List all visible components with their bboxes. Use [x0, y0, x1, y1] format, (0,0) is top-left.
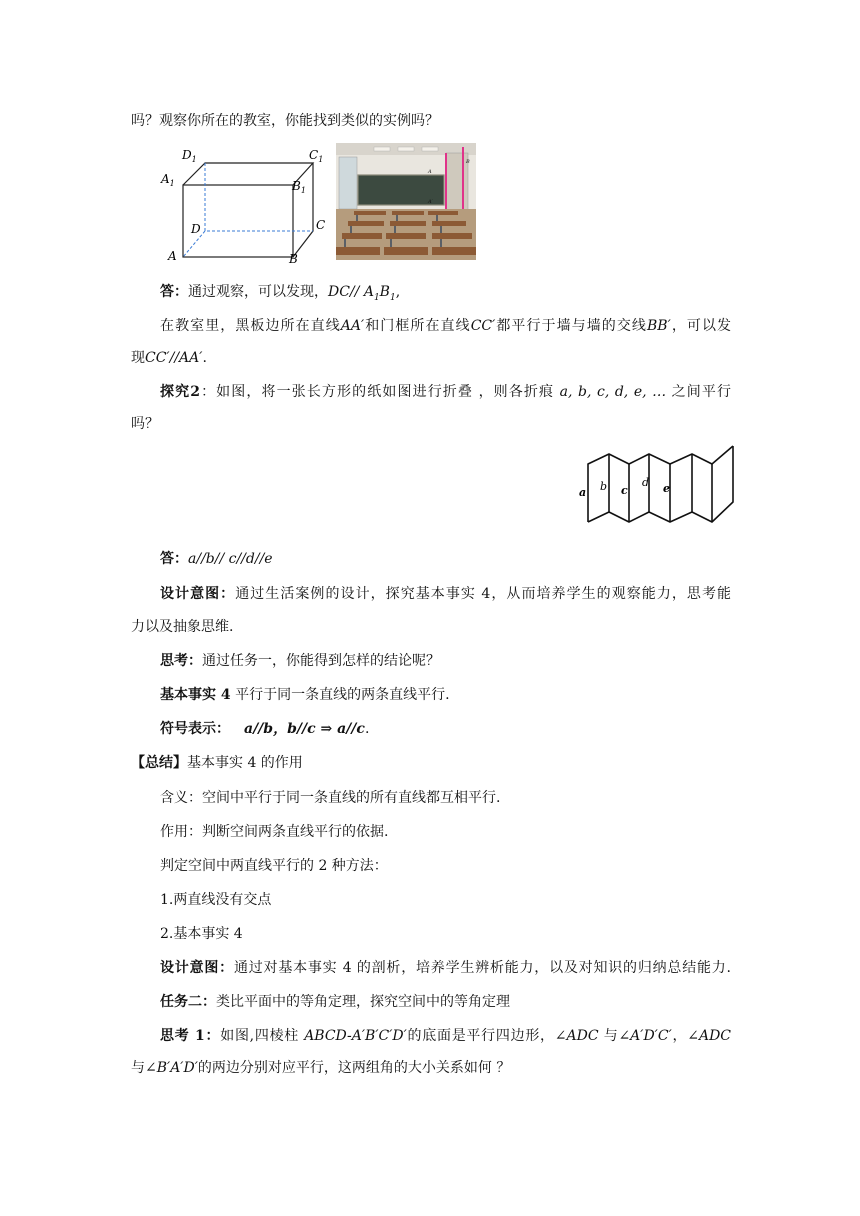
fold-label-d: d: [642, 476, 650, 489]
text: ，可以发: [670, 318, 732, 334]
fold-label-b: b: [600, 480, 608, 493]
design-intent-2-line: [160, 958, 731, 978]
classroom-explanation-line: [160, 316, 731, 336]
symbol-line: [160, 719, 369, 739]
think-1-line: [160, 1026, 731, 1046]
text: 现: [131, 350, 145, 366]
task-2-label: 任务二：: [160, 994, 216, 1010]
answer-1-text: 通过观察，可以发现，: [188, 284, 328, 300]
design-intent-1-label: 设计意图：: [160, 586, 236, 602]
task-2-line: [160, 992, 510, 1012]
text: ，∠: [671, 1028, 699, 1044]
method-1-line: 1.两直线没有交点: [160, 892, 272, 908]
cuboid-front-face: [183, 185, 293, 257]
design-intent-2-text: 通过对基本事实 4 的剖析，培养学生辨析能力，以及对知识的归纳总结能力.: [233, 960, 732, 976]
label-A1: $A_1$: [161, 172, 175, 188]
answer-1-label: 答：: [160, 284, 188, 300]
text: 与∠: [131, 1060, 157, 1076]
math-angle: ADC: [566, 1028, 599, 1044]
design-intent-2-label: 设计意图：: [160, 960, 234, 976]
design-intent-1-line: [160, 584, 731, 604]
summary-label: 【总结】: [131, 755, 187, 771]
fold-label-e: e: [663, 482, 670, 495]
ceiling-lights: [374, 147, 438, 151]
text: 和门框所在直线: [364, 318, 471, 334]
text: 力以及抽象思维.: [131, 619, 234, 635]
label-D1: $D_1$: [182, 148, 197, 164]
photo-label-A-prime: A′: [428, 199, 433, 205]
explore-2-label: 探究2: [160, 384, 200, 400]
math-angle: B′A′D′: [156, 1060, 198, 1076]
summary-line: [131, 753, 303, 773]
answer-1-math: DC// $A_1B_1$: [328, 284, 396, 303]
text: 的两边分别对应平行，这两组角的大小关系如何 ？: [197, 1060, 511, 1076]
basic-fact-4-label: 基本事实 4: [160, 687, 231, 703]
text: 都平行于墙与墙的交线: [495, 318, 647, 334]
think-1-continuation: [131, 1058, 510, 1078]
label-C1: $C_1$: [309, 148, 324, 164]
usage-line: 作用：判断空间两条直线平行的依据.: [160, 824, 389, 840]
text: .: [202, 350, 207, 366]
think-line: [160, 651, 440, 671]
answer-1-tail: ,: [395, 284, 401, 300]
answer-1-line: [160, 282, 400, 308]
explore-2-line: [160, 382, 731, 402]
label-A: A: [168, 249, 177, 263]
text: 与∠: [598, 1028, 631, 1044]
design-intent-1-continuation: [131, 617, 233, 637]
cuboid-figure: [158, 143, 333, 265]
label-D: D: [191, 222, 201, 236]
design-intent-1-text: 通过生活案例的设计，探究基本事实 4，从而培养学生的观察能力，思考能: [235, 586, 731, 602]
text: 在教室里，黑板边所在直线: [160, 318, 341, 334]
explore-2-tail: 之间平行: [666, 384, 731, 400]
symbol-label: 符号表示：: [160, 721, 230, 737]
classroom-conclusion-line: [131, 348, 207, 368]
cuboid-hidden-edges: [205, 163, 313, 231]
text: 的底面是平行四边形，∠: [406, 1028, 567, 1044]
label-C: C: [316, 218, 326, 232]
explore-2-text: ：如图，将一张长方形的纸如图进行折叠 ，则各折痕: [199, 384, 560, 400]
math-prism: ABCD-A′B′C′D′: [304, 1028, 407, 1044]
method-2-line: 2.基本事实 4: [160, 926, 243, 942]
folded-paper-figure: [575, 444, 740, 526]
math-angle: A′D′C′: [630, 1028, 672, 1044]
summary-text: 基本事实 4 的作用: [187, 755, 303, 771]
task-2-text: 类比平面中的等角定理，探究空间中的等角定理: [216, 994, 510, 1010]
symbol-tail: .: [364, 721, 370, 737]
explore-2-math: a, b, c, d, e, …: [559, 384, 667, 400]
math-BB: BB′: [647, 318, 671, 334]
folded-paper-outline: [588, 446, 733, 522]
think-1-label: 思考 1：: [160, 1028, 221, 1044]
label-B: B: [289, 252, 298, 265]
think-label: 思考：: [160, 653, 202, 669]
window: [339, 157, 357, 209]
think-text: 通过任务一，你能得到怎样的结论呢？: [202, 653, 440, 669]
basic-fact-4-text: 平行于同一条直线的两条直线平行.: [230, 687, 450, 703]
text: 吗？: [131, 416, 159, 432]
meaning-line: 含义：空间中平行于同一条直线的所有直线都互相平行.: [160, 790, 501, 806]
symbol-math: a//b，b//c ⇒ a//c: [244, 721, 365, 737]
basic-fact-4-line: [160, 685, 450, 705]
math-CC-AA: CC′//AA′: [145, 350, 203, 366]
answer-2-math: a//b// c//d//e: [188, 551, 273, 567]
classroom-photo: [336, 143, 476, 260]
math-angle: ADC: [698, 1028, 731, 1044]
answer-2-label: 答：: [160, 551, 188, 567]
label-B1: $B_1$: [292, 179, 306, 195]
intro-question-text: 吗？观察你所在的教室，你能找到类似的实例吗？: [131, 113, 439, 129]
fold-label-c: c: [621, 484, 628, 497]
photo-label-A: A: [428, 169, 432, 175]
cuboid-right-edges: [293, 163, 313, 257]
methods-line: 判定空间中两直线平行的 2 种方法：: [160, 858, 388, 874]
photo-label-B: B: [466, 159, 470, 165]
fold-label-a: a: [579, 486, 587, 499]
answer-2-line: [160, 549, 273, 569]
math-CC: CC′: [470, 318, 496, 334]
explore-2-continuation: [131, 414, 159, 434]
text: 如图,四棱柱: [220, 1028, 305, 1044]
intro-question-line: [131, 111, 439, 131]
math-AA: AA′: [340, 318, 365, 334]
